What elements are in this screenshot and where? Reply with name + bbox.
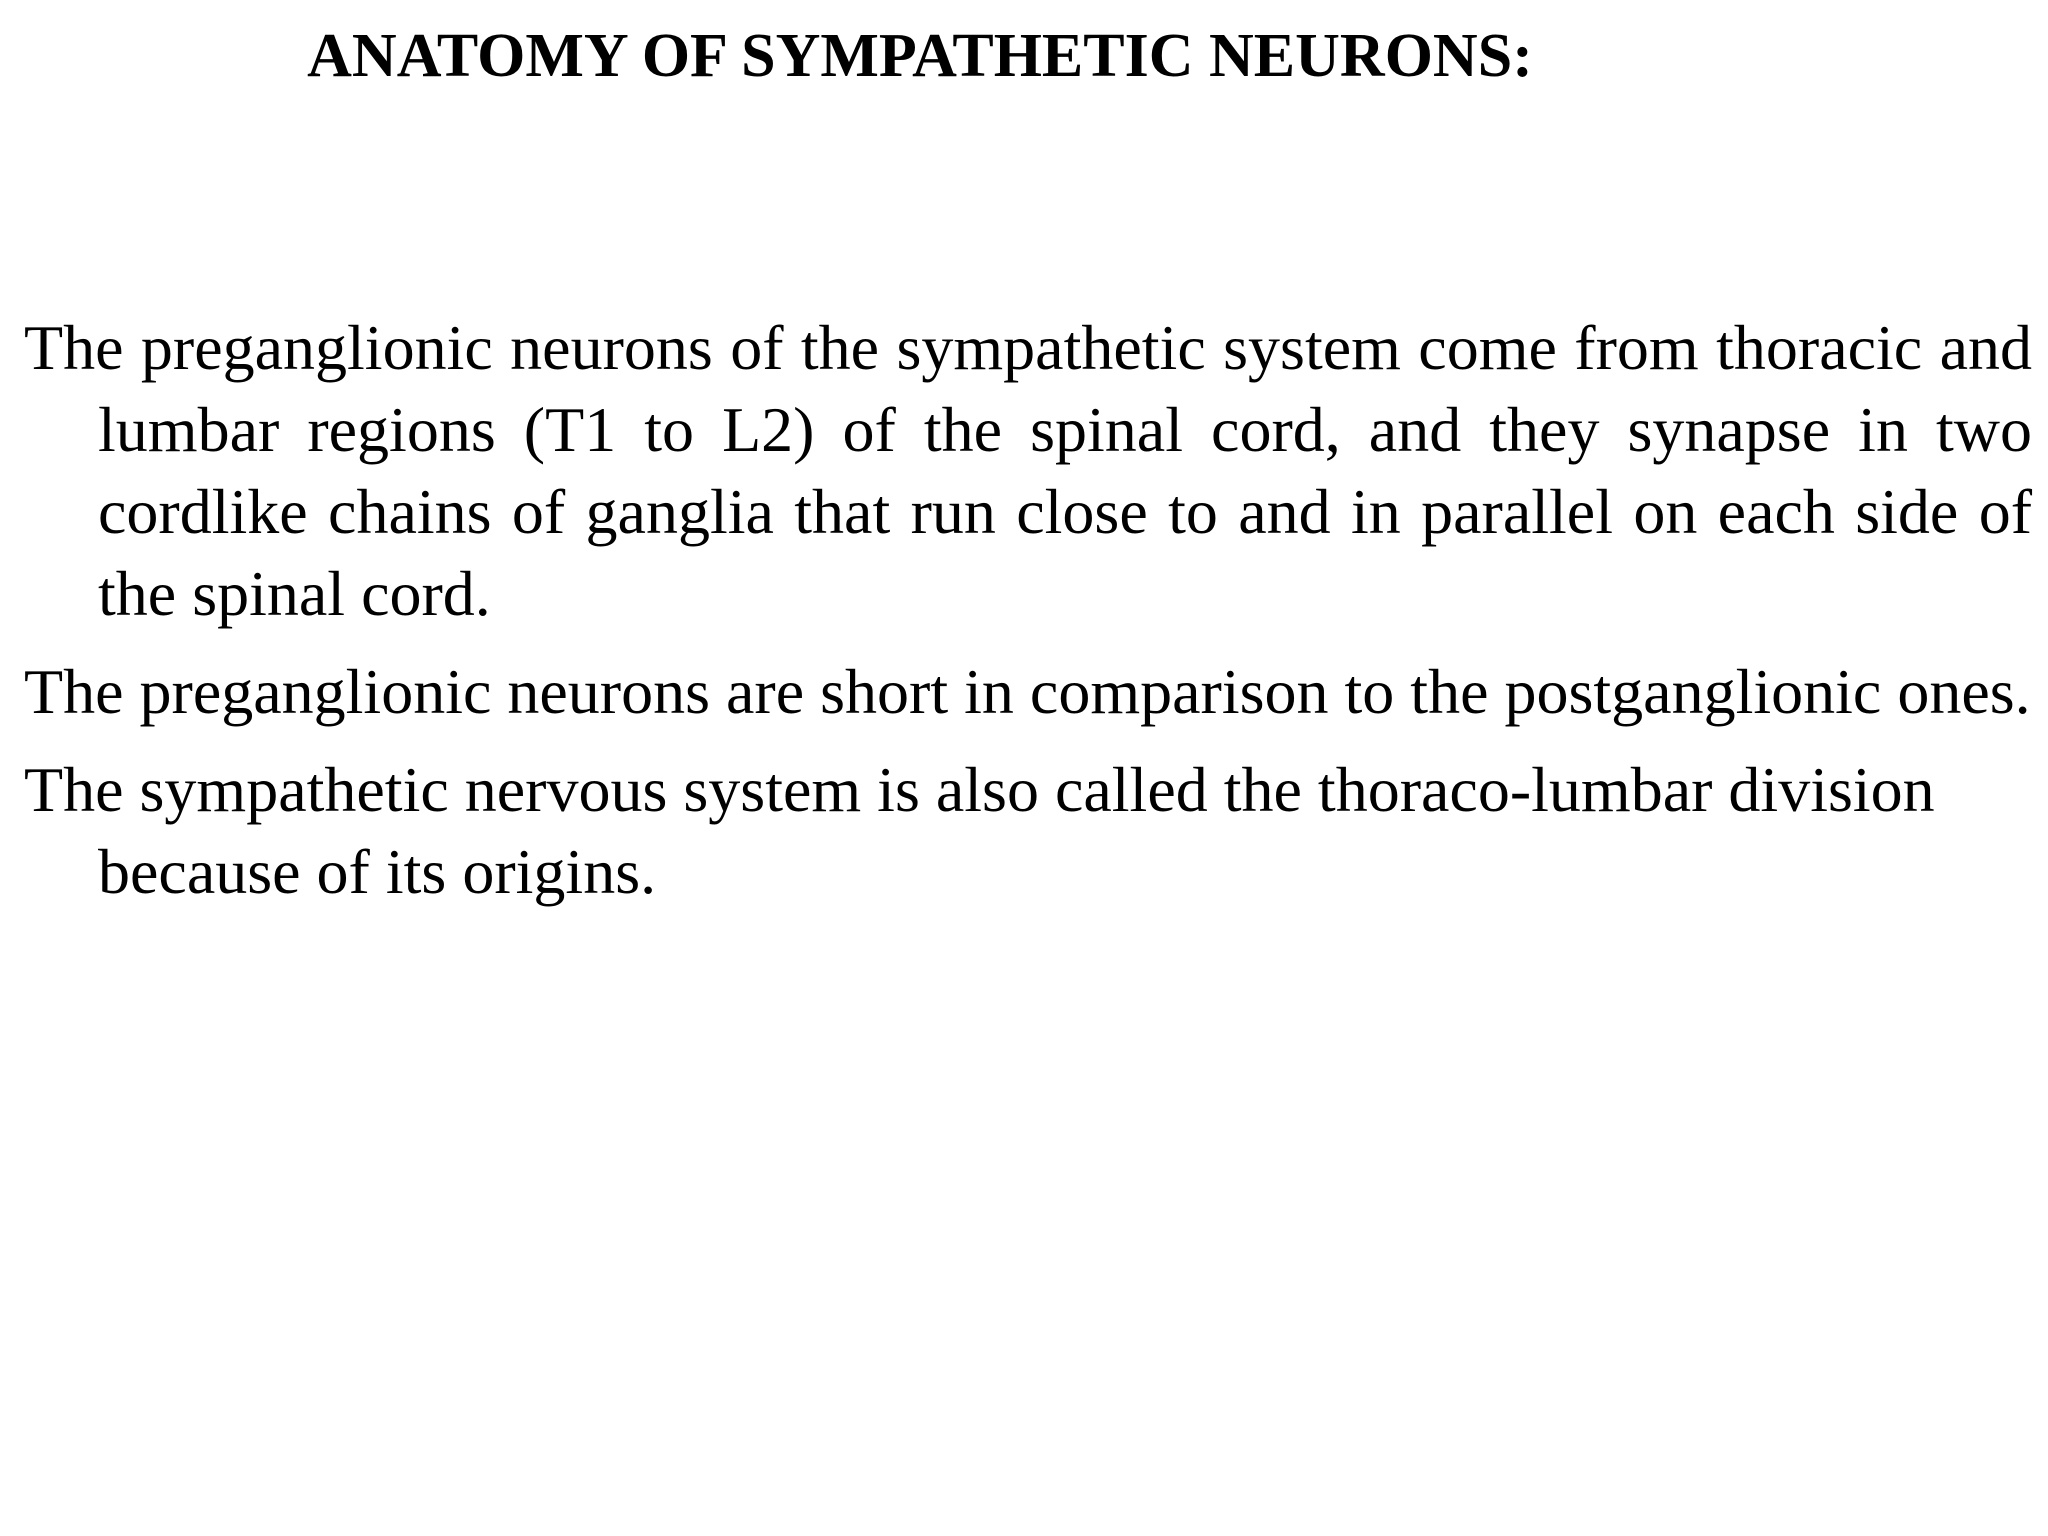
paragraph-preganglionic-origin: The preganglionic neurons of the sympathetic system come from thoracic and lumbar regions (T1 to L2) of the spinal cord, and they synapse in two cordlike chains of ganglia that run close to and in parallel on each side of the spinal cord. (24, 312, 2032, 629)
slide-body (24, 307, 2032, 929)
paragraph-thoraco-lumbar: The sympathetic nervous system is also called the thoraco-lumbar division because of its origins. (24, 754, 1935, 907)
paragraph-preganglionic-length: The preganglionic neurons are short in comparison to the postganglionic ones. (24, 656, 2031, 727)
slide-title: ANATOMY OF SYMPATHETIC NEURONS: (307, 22, 1533, 90)
